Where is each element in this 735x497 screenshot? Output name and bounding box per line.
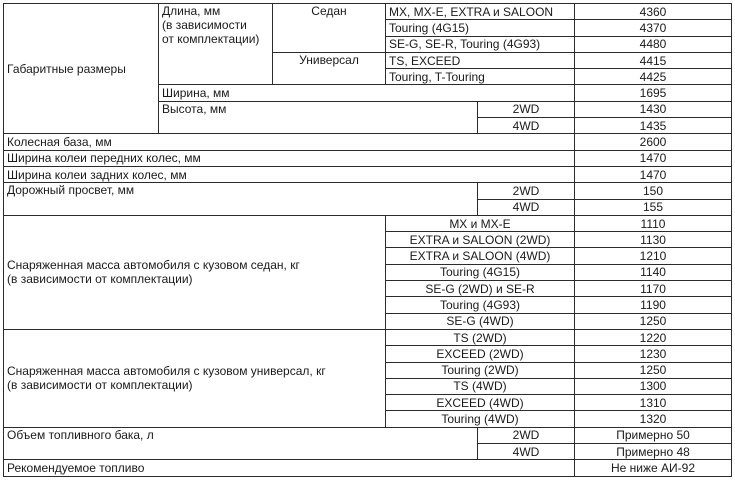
trim-cell: Touring (4G15) xyxy=(386,264,575,280)
rear-track-label: Ширина колеи задних колес, мм xyxy=(4,166,575,182)
drive-cell: 4WD xyxy=(478,444,575,460)
trim-cell: EXCEED (4WD) xyxy=(386,395,575,411)
trim-cell: Touring (2WD) xyxy=(386,362,575,378)
wagon-mass-label xyxy=(4,329,386,427)
table-row xyxy=(4,329,732,345)
value-cell: 1320 xyxy=(575,411,732,427)
fuel-tank-label: Объем топливного бака, л xyxy=(4,427,478,460)
value-cell: Примерно 48 xyxy=(575,444,732,460)
length-label-line: от комплектации) xyxy=(162,32,260,46)
value-cell: 4425 xyxy=(575,69,732,85)
value-cell: 150 xyxy=(575,183,732,199)
value-cell: Не ниже АИ-92 xyxy=(575,460,732,476)
dimensions-label: Габаритные размеры xyxy=(4,4,159,134)
trim-cell: TS (2WD) xyxy=(386,329,575,345)
trim-cell: TS (4WD) xyxy=(386,378,575,394)
drive-cell: 2WD xyxy=(478,427,575,443)
value-cell: 1130 xyxy=(575,232,732,248)
wheelbase-label: Колесная база, мм xyxy=(4,134,575,150)
width-label: Ширина, мм xyxy=(159,85,575,101)
value-cell: 4415 xyxy=(575,52,732,68)
ground-clearance-label: Дорожный просвет, мм xyxy=(4,183,478,216)
wagon-mass-label-line: (в зависимости от комплектации) xyxy=(7,378,193,393)
sedan-mass-label xyxy=(4,215,386,329)
value-cell: 1210 xyxy=(575,248,732,264)
value-cell: 1430 xyxy=(575,101,732,117)
trim-cell: EXTRA и SALOON (2WD) xyxy=(386,232,575,248)
trim-cell: MX и MX-E xyxy=(386,215,575,231)
drive-cell: 4WD xyxy=(478,118,575,134)
value-cell: 1170 xyxy=(575,281,732,297)
height-label: Высота, мм xyxy=(159,101,478,134)
value-cell: 4360 xyxy=(575,4,732,20)
trim-cell: SE-G (4WD) xyxy=(386,313,575,329)
trim-cell: Touring (4G15) xyxy=(386,20,575,36)
sedan-body-label: Седан xyxy=(273,4,386,53)
trim-cell: SE-G, SE-R, Touring (4G93) xyxy=(386,36,575,52)
trim-cell: Touring (4WD) xyxy=(386,411,575,427)
value-cell: 1250 xyxy=(575,313,732,329)
value-cell: 1230 xyxy=(575,346,732,362)
fuel-label: Рекомендуемое топливо xyxy=(4,460,575,476)
table-row xyxy=(4,183,732,199)
table-row xyxy=(4,4,732,20)
value-cell: Примерно 50 xyxy=(575,427,732,443)
table-row xyxy=(4,460,732,476)
sedan-mass-label-line: Снаряженная масса автомобиля с кузовом седан, кг xyxy=(7,258,300,273)
trim-cell: EXCEED (2WD) xyxy=(386,346,575,362)
table-row xyxy=(4,166,732,182)
value-cell: 155 xyxy=(575,199,732,215)
front-track-label: Ширина колеи передних колес, мм xyxy=(4,150,575,166)
wagon-mass-label-line: Снаряженная масса автомобиля с кузовом универсал, кг xyxy=(7,364,326,379)
trim-cell: EXTRA и SALOON (4WD) xyxy=(386,248,575,264)
value-cell: 1470 xyxy=(575,166,732,182)
table-row xyxy=(4,150,732,166)
value-cell: 1140 xyxy=(575,264,732,280)
value-cell: 1190 xyxy=(575,297,732,313)
table-row xyxy=(4,427,732,443)
value-cell: 4480 xyxy=(575,36,732,52)
trim-cell: MX, MX-E, EXTRA и SALOON xyxy=(386,4,575,20)
drive-cell: 2WD xyxy=(478,101,575,117)
trim-cell: Touring, T-Touring xyxy=(386,69,575,85)
specifications-table xyxy=(3,3,732,477)
value-cell: 1300 xyxy=(575,378,732,394)
drive-cell: 4WD xyxy=(478,199,575,215)
value-cell: 1435 xyxy=(575,118,732,134)
sedan-mass-label-line: (в зависимости от комплектации) xyxy=(7,272,193,287)
length-label-line: (в зависимости xyxy=(162,18,247,32)
length-label xyxy=(159,4,273,85)
drive-cell: 2WD xyxy=(478,183,575,199)
trim-cell: SE-G (2WD) и SE-R xyxy=(386,281,575,297)
trim-cell: TS, EXCEED xyxy=(386,52,575,68)
value-cell: 1220 xyxy=(575,329,732,345)
trim-cell: Touring (4G93) xyxy=(386,297,575,313)
length-label-line: Длина, мм xyxy=(162,4,221,18)
table-row xyxy=(4,215,732,231)
value-cell: 1695 xyxy=(575,85,732,101)
value-cell: 1310 xyxy=(575,395,732,411)
spec-sheet xyxy=(3,3,731,493)
value-cell: 1250 xyxy=(575,362,732,378)
value-cell: 2600 xyxy=(575,134,732,150)
value-cell: 1110 xyxy=(575,215,732,231)
table-row xyxy=(4,134,732,150)
wagon-body-label: Универсал xyxy=(273,52,386,85)
value-cell: 1470 xyxy=(575,150,732,166)
value-cell: 4370 xyxy=(575,20,732,36)
